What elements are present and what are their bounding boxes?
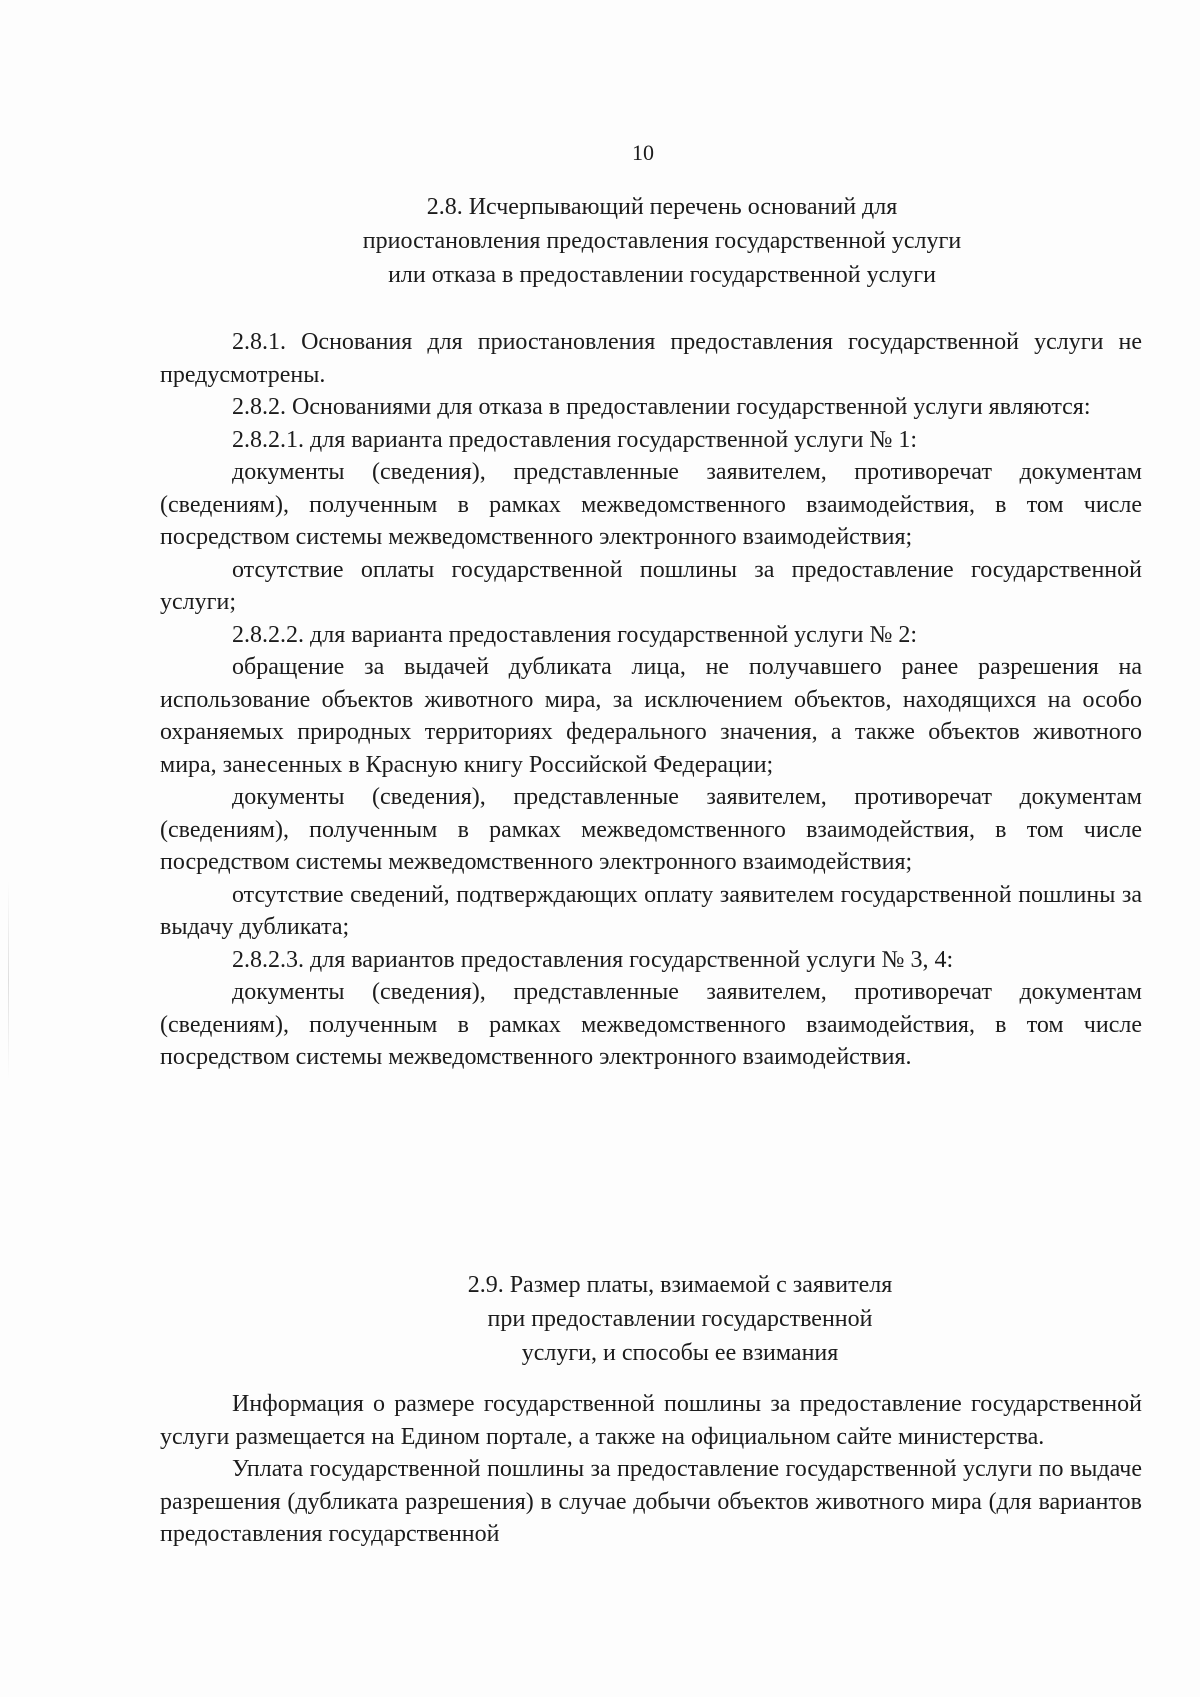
paragraph-2-8-2-2: 2.8.2.2. для варианта предоставления государственной услуги № 2:	[232, 621, 918, 648]
section-2-9-body	[160, 1388, 1142, 1551]
paragraph-2-8-1: 2.8.1. Основания для приостановления предоставления государственной услуги не предусмотрены.	[160, 329, 1142, 388]
scan-edge-mark	[8, 880, 9, 1080]
section-2-9-heading	[0, 1268, 1200, 1370]
heading-line: или отказа в предоставлении государственной услуги	[388, 262, 936, 288]
paragraph-conflicting-documents-1: документы (сведения), представленные заявителем, противоречат документам (сведениям), полученным в рамках межведомственного взаимодействия, в том числе посредством системы межведомственного электронного взаимодействия;	[160, 459, 1142, 550]
section-2-8-heading	[0, 190, 1200, 292]
paragraph-no-fee-payment: отсутствие оплаты государственной пошлины за предоставление государственной услуги;	[160, 556, 1142, 615]
page-number: 10	[632, 140, 654, 165]
paragraph-no-payment-confirmation: отсутствие сведений, подтверждающих оплату заявителем государственной пошлины за выдачу дубликата;	[160, 881, 1142, 940]
paragraph-2-8-2-3: 2.8.2.3. для вариантов предоставления государственной услуги № 3, 4:	[232, 946, 954, 973]
heading-line: при предоставлении государственной	[487, 1306, 873, 1332]
paragraph-duplicate-request: обращение за выдачей дубликата лица, не получавшего ранее разрешения на использование объектов животного мира, за исключением объектов, находящихся на особо охраняемых природных территориях федерального значения, а также объектов животного мира, занесенных в Красную книгу Российской Федерации;	[160, 654, 1142, 778]
paragraph-fee-information: Информация о размере государственной пошлины за предоставление государственной услуги размещается на Едином портале, а также на официальном сайте министерства.	[160, 1391, 1142, 1450]
section-2-8-body	[160, 326, 1142, 1074]
paragraph-conflicting-documents-3: документы (сведения), представленные заявителем, противоречат документам (сведениям), полученным в рамках межведомственного взаимодействия, в том числе посредством системы межведомственного электронного взаимодействия.	[160, 979, 1142, 1070]
paragraph-2-8-2: 2.8.2. Основаниями для отказа в предоставлении государственной услуги являются:	[232, 394, 1091, 420]
heading-line: 2.9. Размер платы, взимаемой с заявителя	[467, 1272, 893, 1298]
paragraph-conflicting-documents-2: документы (сведения), представленные заявителем, противоречат документам (сведениям), полученным в рамках межведомственного взаимодействия, в том числе посредством системы межведомственного электронного взаимодействия;	[160, 784, 1142, 875]
paragraph-2-8-2-1: 2.8.2.1. для варианта предоставления государственной услуги № 1:	[232, 426, 918, 453]
heading-line: 2.8. Исчерпывающий перечень оснований для	[426, 194, 898, 220]
heading-line: приостановления предоставления государственной услуги	[362, 228, 962, 254]
paragraph-fee-payment: Уплата государственной пошлины за предоставление государственной услуги по выдаче разрешения (дубликата разрешения) в случае добычи объектов животного мира (для вариантов предоставления государственной	[160, 1456, 1142, 1547]
heading-line: услуги, и способы ее взимания	[521, 1340, 839, 1366]
